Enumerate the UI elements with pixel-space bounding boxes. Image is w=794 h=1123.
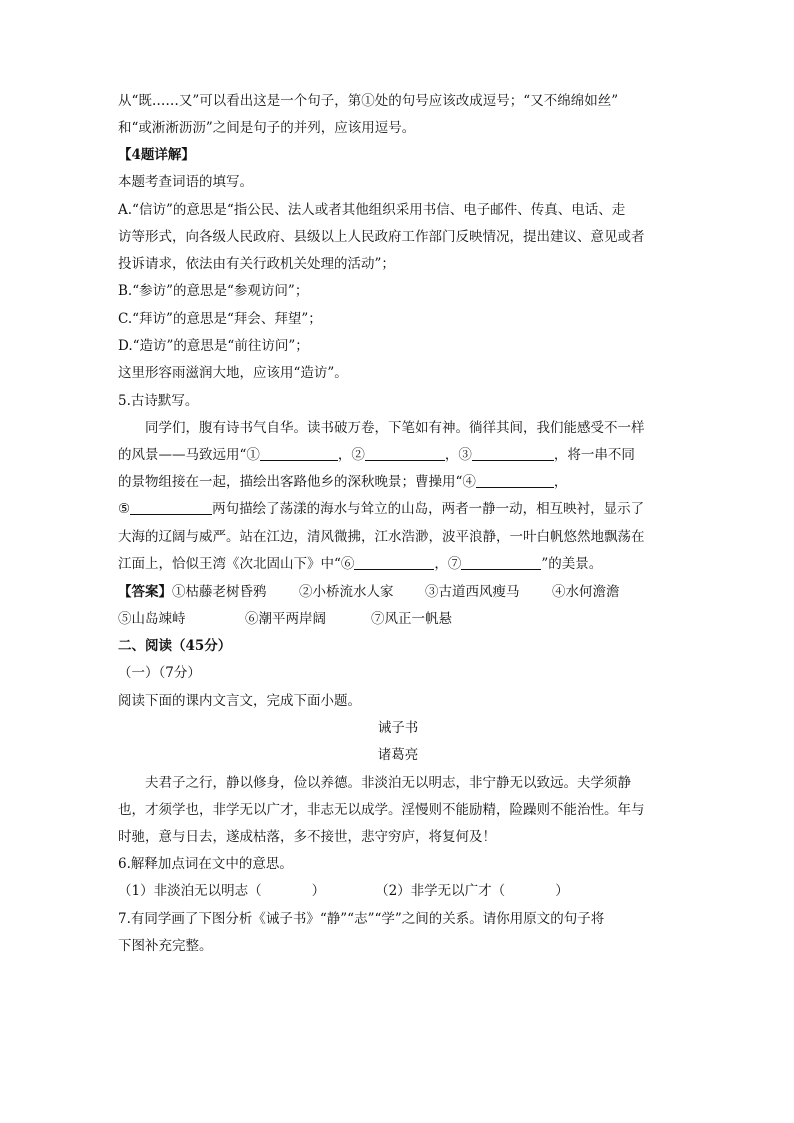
option-a-line-3: 投诉请求，依法由有关行政机关处理的活动”；: [118, 256, 395, 272]
text-span: ，⑦: [434, 556, 462, 572]
text-span: 两句描绘了荡漾的海水与耸立的山岛，两者一静一动，相互映衬，显示了: [212, 501, 645, 517]
classical-text-line: 时驰，意与日去，遂成枯落，多不接世，悲守穷庐，将复何及！: [118, 829, 496, 845]
answer-3: ③古道西风瘦马: [425, 584, 520, 600]
fill-blank-2[interactable]: [365, 446, 445, 461]
question-5-paragraph-line: [118, 473, 567, 491]
classical-text-line: 也，才须学也，非学无以广才，非志无以成学。淫慢则不能励精，险躁则不能治性。年与: [118, 802, 645, 818]
question-6-items: [118, 882, 569, 900]
text-span: ，: [553, 474, 568, 490]
classical-text-line: 夫君子之行，静以修身，俭以养德。非淡泊无以明志，非宁静无以致远。夫学须静: [145, 775, 631, 791]
text-span: ⑤: [118, 501, 131, 517]
answer-line-2: [118, 610, 452, 628]
option-c: C.“拜访”的意思是“拜会、拜望”；: [118, 311, 322, 327]
text-span: 江面上，恰似王湾《次北固山下》中“⑥: [118, 556, 355, 572]
answer-5: ⑤山岛竦峙: [118, 611, 186, 627]
fill-blank-6[interactable]: [354, 555, 434, 570]
question-5-paragraph-line: [118, 555, 602, 573]
part-1-heading: （一）（7分）: [118, 665, 201, 681]
question-6-2: （2）非学无以广才（: [375, 883, 506, 899]
text-author: 诸葛亮: [377, 747, 419, 763]
option-a-line-2: 访等形式，向各级人民政府、县级以上人民政府工作部门反映情况，提出建议、意见或者: [118, 229, 645, 245]
section-2-heading: 二、阅读（45分）: [118, 638, 232, 654]
question-5-paragraph-line: [118, 500, 644, 518]
fill-blank-1[interactable]: [260, 446, 338, 461]
text-span: 的景物组接在一起，描绘出客路他乡的深秋晚景；曹操用“④: [118, 474, 476, 490]
answer-label: 【答案】: [118, 584, 172, 600]
answer-2: ②小桥流水人家: [299, 584, 394, 600]
answer-line-1: [118, 583, 620, 601]
text-title: 诫子书: [377, 720, 419, 736]
answer-1: ①枯藤老树昏鸦: [172, 584, 267, 600]
text-span: ）: [555, 883, 569, 899]
text-line: 从“既……又”可以看出这是一个句子，第①处的句号应该改成逗号；“又不绵绵如丝”: [118, 93, 619, 109]
text-span: 的风景——马致远用“①: [118, 447, 260, 463]
fill-blank-7[interactable]: [461, 555, 541, 570]
question-5-title: 5.古诗默写。: [118, 393, 199, 409]
fill-blank-5[interactable]: [130, 500, 212, 515]
reading-instruction: 阅读下面的课内文言文，完成下面小题。: [118, 693, 361, 709]
text-span: ，将一串不同: [553, 447, 635, 463]
text-line: 这里形容雨滋润大地，应该用“造访”。: [118, 365, 348, 381]
text-span: ）: [311, 883, 326, 899]
question-7-line-2: 下图补充完整。: [118, 938, 213, 954]
fill-blank-3[interactable]: [472, 446, 554, 461]
text-line: 和“或淅淅沥沥”之间是句子的并列，应该用逗号。: [118, 120, 416, 136]
text-span: ，②: [337, 447, 365, 463]
question-7-line-1: 7.有同学画了下图分析《诫子书》“静”“志”“学”之间的关系。请你用原文的句子将: [118, 911, 605, 927]
answer-7: ⑦风正一帆悬: [371, 611, 452, 627]
text-line: 本题考查词语的填写。: [118, 174, 253, 190]
question-4-heading: 【4题详解】: [118, 147, 195, 163]
option-b: B.“参访”的意思是“参观访问”；: [118, 283, 309, 299]
option-d: D.“造访”的意思是“前往访问”；: [118, 338, 309, 354]
question-5-paragraph-line: 大海的辽阔与威严。站在江边，清风微拂，江水浩渺，波平浪静，一叶白帆悠然地飘荡在: [118, 529, 645, 545]
question-5-paragraph-line: [118, 446, 635, 464]
question-6-1: （1）非淡泊无以明志（: [118, 883, 262, 899]
text-span: ，③: [444, 447, 472, 463]
question-6: 6.解释加点词在文中的意思。: [118, 856, 293, 872]
option-a-line-1: A.“信访”的意思是“指公民、法人或者其他组织采用书信、电子邮件、传真、电话、走: [118, 202, 626, 218]
fill-blank-4[interactable]: [476, 473, 554, 488]
answer-4: ④水何澹澹: [552, 584, 620, 600]
question-5-paragraph-line: 同学们，腹有诗书气自华。读书破万卷，下笔如有神。徜徉其间，我们能感受不一样: [145, 420, 645, 436]
text-span: ”的美景。: [541, 556, 603, 572]
answer-6: ⑥潮平两岸阔: [245, 611, 326, 627]
